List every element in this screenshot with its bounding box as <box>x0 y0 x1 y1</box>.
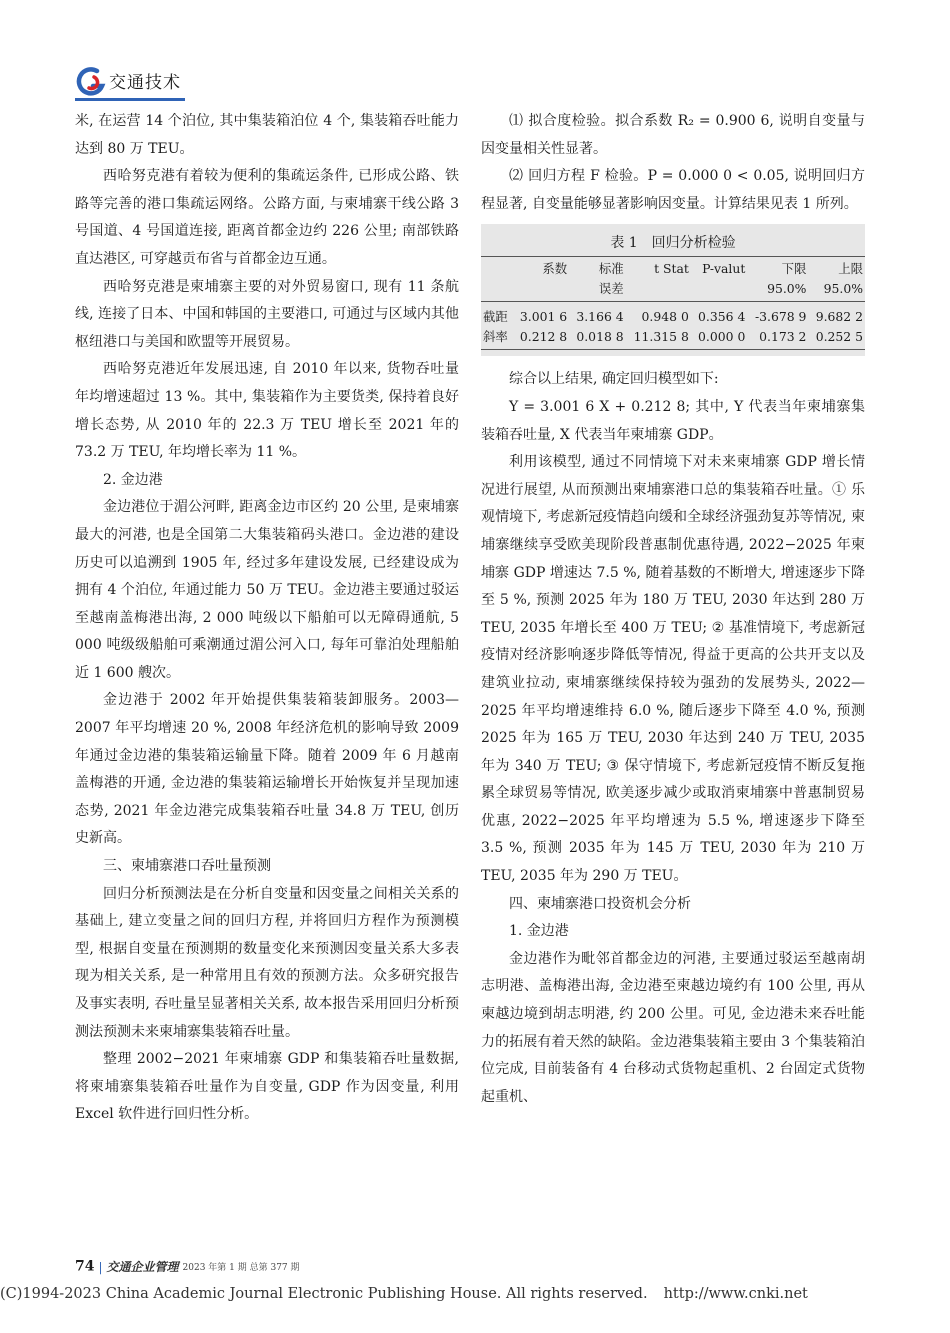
paragraph: 金边港于 2002 年开始提供集装箱装卸服务。2003—2007 年平均增速 20 %, 2008 年经济危机的影响导致 2009 年通过金边港的集装箱运输量下降。随着 2009 年 6 月越南盖梅港的开通, 金边港的集装箱运输增长开始恢复并呈现加速态势, 2021 年金边港完成集装箱吞吐量 34.8 万 TEU, 创历史新高。 <box>75 692 459 847</box>
footer-journal-name: 交通企业管理 <box>106 1260 179 1274</box>
table-row <box>481 327 865 350</box>
paragraph: 金边港作为毗邻首都金边的河港, 主要通过驳运至越南胡志明港、盖梅港出海, 金边港至柬越边境约有 100 公里, 再从柬越边境到胡志明港, 约 200 公里。可见, 金边港未来吞吐能力的拓展有着天然的缺陷。金边港集装箱主要由 3 个集装箱泊位完成, 目前装备有 4 台移动式货物起重机、2 台固定式货物起重机、 <box>481 950 865 1105</box>
paragraph: 1. 金边港 <box>509 923 569 940</box>
table-header-cell <box>481 279 513 302</box>
table-cell: 0.212 8 <box>513 327 569 350</box>
footer-issue: 2023 年第 1 期 总第 377 期 <box>182 1263 300 1273</box>
table-header-cell: 95.0% <box>808 279 865 302</box>
table-header-cell: t Stat <box>626 257 691 280</box>
right-bottom-text <box>481 366 865 1111</box>
journal-header <box>75 62 185 102</box>
paragraph: 利用该模型, 通过不同情境下对未来柬埔寨 GDP 增长情况进行展望, 从而预测出柬埔寨港口总的集装箱吞吐量。① 乐观情境下, 考虑新冠疫情趋向缓和全球经济强劲复苏等情况, 柬埔寨继续享受欧美现阶段普惠制优惠待遇, 2022−2025 年柬埔寨 GDP 增速达 7.5 %, 随着基数的不断增大, 增速逐步下降至 5 %, 预测 2025 年为 180 万 TEU, 2030 年达到 280 万 TEU, 2035 年增长至 400 万 TEU; ② 基准情境下, 考虑新冠疫情对经济影响逐步降低等情况, 得益于更高的公共开支以及建筑业拉动, 柬埔寨继续保持较为强劲的发展势头, 2022—2025 年平均增速维持 6.0 %, 随后逐步下降至 4.0 %, 预测 2025 年为 165 万 TEU, 2030 年达到 240 万 TEU, 2035 年为 340 万 TEU; ③ 保守情境下, 考虑新冠疫情不断反复拖累全球贸易等情况, 欧美逐步减少或取消柬埔寨中普惠制贸易优惠, 2022−2025 年平均增速为 5.5 %, 增速逐步下降至 3.5 %, 预测 2035 年为 145 万 TEU, 2030 年为 210 万 TEU, 2035 年为 290 万 TEU。 <box>481 454 865 885</box>
table-header-cell <box>691 279 747 302</box>
paragraph: 整理 2002−2021 年柬埔寨 GDP 和集装箱吞吐量数据, 将柬埔寨集装箱吞吐量作为自变量, GDP 作为因变量, 利用 Excel 软件进行回归性分析。 <box>75 1051 459 1123</box>
table-cell: 3.001 6 <box>519 309 568 325</box>
table-cell: 0.948 0 <box>641 309 689 325</box>
copyright-line <box>0 1286 950 1302</box>
paragraph: Y = 3.001 6 X + 0.212 8; 其中, Y 代表当年柬埔寨集装箱吞吐量, X 代表当年柬埔寨 GDP。 <box>481 398 865 443</box>
regression-table-box <box>481 224 865 356</box>
table-row <box>481 302 865 328</box>
table-cell: -3.678 9 <box>754 309 807 325</box>
table-header-row-2 <box>481 279 865 302</box>
table-header-cell <box>481 257 513 280</box>
table-header-cell <box>513 279 569 302</box>
regression-table <box>481 256 865 350</box>
paragraph: 西哈努克港有着较为便利的集疏运条件, 已形成公路、铁路等完善的港口集疏运网络。公路方面, 与柬埔寨干线公路 3 号国道、4 号国道连接, 距离首都金边约 226 公里; 南部铁路直达港区, 可穿越贡布省与首都金边互通。 <box>75 168 459 267</box>
table-cell: 0.018 8 <box>569 327 625 350</box>
cnki-url-link[interactable]: http://www.cnki.net <box>663 1286 808 1302</box>
table-header-row <box>481 257 865 280</box>
paragraph: 西哈努克港近年发展迅速, 自 2010 年以来, 货物吞吐量年均增速超过 13 %。其中, 集装箱作为主要货类, 保持着良好增长态势, 从 2010 年的 22.3 万 TEU 增长至 2021 年的 73.2 万 TEU, 年均增长率为 11 %。 <box>75 361 459 461</box>
table-cell: 0.356 4 <box>698 309 746 325</box>
table-cell: 0.173 2 <box>747 327 808 350</box>
table-header-cell <box>626 279 691 302</box>
page-footer <box>75 1258 495 1278</box>
paragraph: 四、柬埔寨港口投资机会分析 <box>509 895 691 912</box>
header-rule <box>75 98 185 101</box>
paragraph: 综合以上结果, 确定回归模型如下: <box>509 371 719 388</box>
footer-separator: | <box>98 1259 103 1274</box>
paragraph: ⑴ 拟合度检验。拟合系数 R₂ = 0.900 6, 说明自变量与因变量相关性显著。 <box>481 113 865 157</box>
table-cell: 斜率 <box>481 327 513 350</box>
table-header-cell: 上限 <box>808 257 865 280</box>
left-column <box>75 108 459 1129</box>
table-cell: 0.000 0 <box>691 327 747 350</box>
table-cell: 截距 <box>483 309 508 325</box>
paragraph: 2. 金边港 <box>103 471 163 488</box>
paragraph: 西哈努克港是柬埔寨主要的对外贸易窗口, 现有 11 条航线, 连接了日本、中国和韩国的主要港口, 可通过与区域内其他枢纽港口与美国和欧盟等开展贸易。 <box>75 278 459 350</box>
journal-title: 交通技术 <box>109 73 181 93</box>
table-cell: 3.166 4 <box>576 309 624 325</box>
table-cell: 9.682 2 <box>815 309 863 325</box>
table-cell: 11.315 8 <box>626 327 691 350</box>
table-header-cell: 标准 <box>569 257 625 280</box>
table-header-cell: P-valut <box>691 257 747 280</box>
paragraph: 米, 在运营 14 个泊位, 其中集装箱泊位 4 个, 集装箱吞吐能力达到 80 万 TEU。 <box>75 113 459 157</box>
paragraph: 三、柬埔寨港口吞吐量预测 <box>103 858 271 875</box>
table-header-cell: 95.0% <box>747 279 808 302</box>
table-body <box>481 302 865 350</box>
right-top-text <box>481 108 865 218</box>
table-caption: 表 1 回归分析检验 <box>610 235 736 252</box>
table-cell: 0.252 5 <box>808 327 865 350</box>
right-column <box>481 108 865 1111</box>
copyright-text: (C)1994-2023 China Academic Journal Electronic Publishing House. All rights reserved. <box>0 1286 648 1302</box>
paragraph: ⑵ 回归方程 F 检验。P = 0.000 0 < 0.05, 说明回归方程显著, 自变量能够显著影响因变量。计算结果见表 1 所列。 <box>481 168 865 212</box>
paragraph: 金边港位于湄公河畔, 距离金边市区约 20 公里, 是柬埔寨最大的河港, 也是全国第二大集装箱码头港口。金边港的建设历史可以追溯到 1905 年, 经过多年建设发展, 已经建设成为拥有 4 个泊位, 年通过能力 50 万 TEU。金边港主要通过驳运至越南盖梅港出海, 2 000 吨级以下船舶可以无障碍通航, 5 000 吨级级船舶可乘潮通过湄公河入口, 每年可靠泊处理船舶近 1 600 艘次。 <box>75 499 459 681</box>
paragraph: 回归分析预测法是在分析自变量和因变量之间相关关系的基础上, 建立变量之间的回归方程, 并将回归方程作为预测模型, 根据自变量在预测期的数量变化来预测因变量关系大多表现为相关关系, 是一种常用且有效的预测方法。众多研究报告及事实表明, 吞吐量呈显著相关关系, 故本报告采用回归分析预测法预测未来柬埔寨集装箱吞吐量。 <box>75 885 459 1040</box>
journal-logo-icon <box>75 66 109 98</box>
table-header-cell: 系数 <box>513 257 569 280</box>
table-header-cell: 误差 <box>569 279 625 302</box>
page-number: 74 <box>75 1258 95 1275</box>
table-header-cell: 下限 <box>747 257 808 280</box>
